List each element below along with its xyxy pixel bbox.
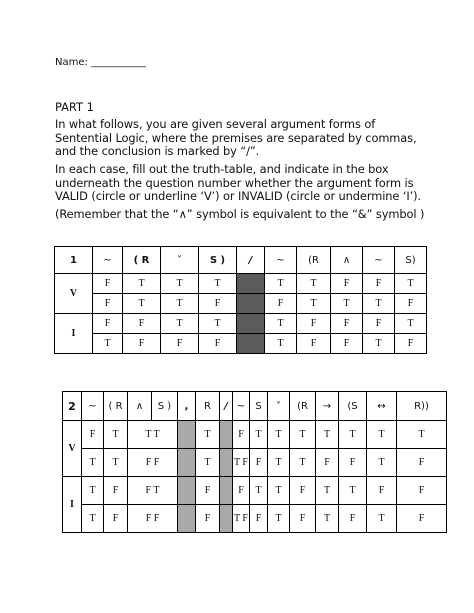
separator-cell [237,294,265,314]
table-cell[interactable]: F T [128,477,178,505]
table-cell[interactable]: T [339,421,367,449]
table-cell[interactable]: T [82,477,104,505]
table-cell[interactable]: T [104,449,128,477]
header-cell: ~ [82,392,104,421]
table-cell[interactable]: T [199,274,237,294]
instructions-line: VALID (circle or underline ‘V’) or INVALID (circle or undermine ‘I’). [55,189,421,204]
header-cell: , [178,392,196,421]
table-cell[interactable]: F [297,314,331,334]
separator-cell [178,421,196,449]
header-cell: S [250,392,268,421]
header-cell: / [237,247,265,274]
table-cell[interactable]: T [268,421,290,449]
header-cell: ∧ [331,247,363,274]
header-cell: ~ [363,247,395,274]
table-cell[interactable]: T [196,421,220,449]
table-row [55,314,427,334]
table-cell[interactable]: F [196,505,220,533]
table-cell[interactable]: T [161,294,199,314]
table-cell[interactable]: F [199,294,237,314]
table-cell[interactable]: T [367,505,397,533]
table-cell[interactable]: F [339,449,367,477]
table-row [63,449,447,477]
table-cell[interactable]: F [93,314,123,334]
table-cell[interactable]: F [290,477,316,505]
table-cell[interactable]: T [395,274,427,294]
table-cell[interactable]: T F [233,505,250,533]
table-cell[interactable]: F [250,505,268,533]
table-cell[interactable]: F [363,274,395,294]
table-cell[interactable]: T [297,294,331,314]
header-cell: ( R [123,247,161,274]
separator-cell [220,449,233,477]
header-cell: (R [297,247,331,274]
header-cell: ∧ [128,392,152,421]
table-cell[interactable]: F [395,294,427,314]
invalid-option[interactable]: I [55,314,93,354]
table-cell[interactable]: F [233,477,250,505]
table-cell[interactable]: T [367,449,397,477]
table-cell[interactable]: T [268,477,290,505]
header-cell: R [196,392,220,421]
table-cell[interactable]: F [93,274,123,294]
separator-cell [220,505,233,533]
table-cell[interactable]: F [297,334,331,354]
table-cell[interactable]: T [397,421,447,449]
intro-paragraph [55,118,417,159]
header-cell: (S [339,392,367,421]
table-cell[interactable]: T [196,449,220,477]
valid-option[interactable]: V [55,274,93,314]
table-cell[interactable]: F [331,334,363,354]
table-cell[interactable]: T T [128,421,178,449]
table-cell[interactable]: T [339,477,367,505]
table-cell[interactable]: F [331,314,363,334]
table-row [55,334,427,354]
table-cell[interactable]: F [196,477,220,505]
table-cell[interactable]: T [82,505,104,533]
table-cell[interactable]: T [123,274,161,294]
instructions-line: In each case, fill out the truth-table, and indicate in the box [55,162,389,176]
separator-cell [178,449,196,477]
table-cell[interactable]: F [199,334,237,354]
table-cell[interactable]: F [339,505,367,533]
table-cell[interactable]: T [265,274,297,294]
table-cell[interactable]: T [331,294,363,314]
table-cell[interactable]: F [397,477,447,505]
table-row [55,294,427,314]
intro-line: In what follows, you are given several argument forms of [55,117,376,131]
table-cell[interactable]: F [123,334,161,354]
table-cell[interactable]: T [199,314,237,334]
header-cell: ~ [93,247,123,274]
valid-option[interactable]: V [63,421,82,477]
table-cell[interactable]: T [250,421,268,449]
table-cell[interactable]: F [395,334,427,354]
separator-cell [220,421,233,449]
table-row [63,477,447,505]
table-cell[interactable]: T F [233,449,250,477]
name-field-label: Name: ___________ [55,57,147,68]
instructions-paragraph [55,163,421,204]
table-cell[interactable]: T [367,421,397,449]
table-cell[interactable]: T [161,314,199,334]
separator-cell [237,274,265,294]
table-row [63,421,447,449]
table-cell[interactable]: F [250,449,268,477]
separator-cell [220,477,233,505]
table-row [63,505,447,533]
table-cell[interactable]: F [397,505,447,533]
table-cell[interactable]: F [93,294,123,314]
table-cell[interactable]: F [123,314,161,334]
table-cell[interactable]: F [331,274,363,294]
table-cell[interactable]: T [290,449,316,477]
table-cell[interactable]: F [104,505,128,533]
table-cell[interactable]: T [316,477,339,505]
table-cell[interactable]: T [363,294,395,314]
question-number: 1 [55,247,93,274]
intro-line: and the conclusion is marked by “/”. [55,144,260,159]
table-cell[interactable]: T [290,421,316,449]
table-cell[interactable]: T [93,334,123,354]
table-cell[interactable]: T [265,334,297,354]
separator-cell [237,314,265,334]
table-cell[interactable]: T [161,274,199,294]
table-cell[interactable]: T [316,421,339,449]
separator-cell [178,477,196,505]
table-cell[interactable]: T [363,334,395,354]
header-cell: ˅ [268,392,290,421]
header-cell: / [220,392,233,421]
header-cell: ↔ [367,392,397,421]
header-cell: S ) [199,247,237,274]
table-cell[interactable]: T [104,421,128,449]
header-cell: S ) [152,392,178,421]
header-cell: ~ [233,392,250,421]
header-cell: → [316,392,339,421]
truth-table-2 [62,391,447,533]
table-cell[interactable]: F [104,477,128,505]
truth-table-1 [54,246,427,354]
table-cell[interactable]: F F [128,449,178,477]
intro-line: Sentential Logic, where the premises are separated by commas, [55,130,417,145]
table-cell[interactable]: T [297,274,331,294]
header-cell: R)) [397,392,447,421]
table-cell[interactable]: F [161,334,199,354]
separator-cell [178,505,196,533]
table-cell[interactable]: F F [128,505,178,533]
header-cell: ˅ [161,247,199,274]
table-cell[interactable]: T [268,505,290,533]
header-cell: ( R [104,392,128,421]
table-cell[interactable]: F [367,477,397,505]
table-cell[interactable]: F [363,314,395,334]
header-cell: S) [395,247,427,274]
symbol-note: (Remember that the “∧” symbol is equivalent to the “&” symbol ) [55,207,425,221]
table-cell[interactable]: F [397,449,447,477]
header-cell: ~ [265,247,297,274]
table-cell[interactable]: T [123,294,161,314]
question-number: 2 [63,392,82,421]
instructions-line: underneath the question number whether the argument form is [55,175,414,190]
table-cell[interactable]: T [250,477,268,505]
invalid-option[interactable]: I [63,477,82,533]
part-title: PART 1 [55,100,94,114]
table-cell[interactable]: T [268,449,290,477]
separator-cell [237,334,265,354]
table-cell[interactable]: T [395,314,427,334]
table-cell[interactable]: F [265,294,297,314]
table-cell[interactable]: F [233,421,250,449]
table-cell[interactable]: F [290,505,316,533]
table-cell[interactable]: T [316,505,339,533]
table-cell[interactable]: T [265,314,297,334]
table-cell[interactable]: T [82,449,104,477]
table-cell[interactable]: F [316,449,339,477]
header-cell: (R [290,392,316,421]
table-cell[interactable]: F [82,421,104,449]
table-row [55,274,427,294]
